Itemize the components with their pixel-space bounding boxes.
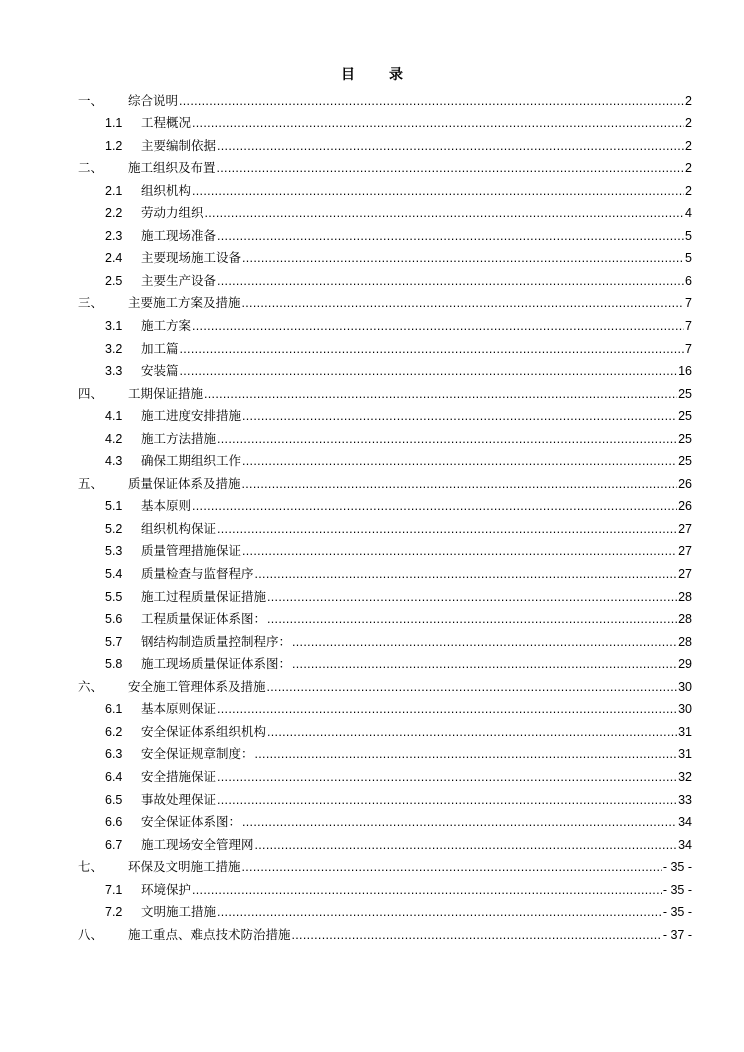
toc-section-entry[interactable] bbox=[78, 785, 692, 808]
toc-section-entry[interactable] bbox=[78, 131, 692, 154]
toc-entry-label: 施工现场安全管理网 bbox=[141, 836, 254, 852]
toc-entry-number: 6.1 bbox=[105, 702, 123, 717]
toc-section-entry[interactable] bbox=[78, 402, 692, 425]
dot-leader bbox=[242, 476, 678, 492]
toc-page-number: 7 bbox=[685, 341, 692, 356]
toc-section-entry[interactable] bbox=[78, 559, 692, 582]
dot-leader bbox=[179, 93, 684, 109]
dot-leader bbox=[217, 521, 677, 537]
toc-page-number: 26 bbox=[678, 499, 692, 514]
toc-entry-label: 组织机构保证 bbox=[141, 520, 217, 536]
toc-entry-number: 八、 bbox=[78, 926, 104, 942]
toc-entry-number: 2.5 bbox=[105, 273, 123, 288]
toc-entry-number: 2.4 bbox=[105, 251, 123, 266]
toc-entry-number: 7.1 bbox=[105, 882, 123, 897]
toc-entry-label: 施工组织及布置 bbox=[128, 160, 216, 176]
toc-chapter-entry[interactable] bbox=[78, 86, 692, 109]
toc-entry-number: 二、 bbox=[78, 160, 104, 176]
dot-leader bbox=[255, 566, 678, 582]
toc-section-entry[interactable] bbox=[78, 830, 692, 853]
toc-section-entry[interactable] bbox=[78, 605, 692, 628]
toc-entry-number: 7.2 bbox=[105, 905, 123, 920]
toc-page-number: 25 bbox=[678, 431, 692, 446]
toc-entry-number: 3.3 bbox=[105, 364, 123, 379]
toc-entry-number: 4.1 bbox=[105, 409, 123, 424]
toc-page-number: 29 bbox=[678, 657, 692, 672]
toc-entry-label: 安全施工管理体系及措施 bbox=[128, 678, 266, 694]
toc-entry-label: 确保工期组织工作 bbox=[141, 453, 242, 469]
toc-page-number: 5 bbox=[685, 228, 692, 243]
toc-entry-label: 工程质量保证体系图： bbox=[141, 611, 267, 627]
toc-page-number: 25 bbox=[678, 386, 692, 401]
toc-section-entry[interactable] bbox=[78, 424, 692, 447]
dot-leader bbox=[205, 205, 685, 221]
dot-leader bbox=[267, 589, 677, 605]
toc-entry-number: 4.2 bbox=[105, 431, 123, 446]
dot-leader bbox=[242, 295, 685, 311]
toc-page-number: 2 bbox=[685, 183, 692, 198]
toc-page-number: 28 bbox=[678, 634, 692, 649]
toc-chapter-entry[interactable] bbox=[78, 469, 692, 492]
dot-leader bbox=[217, 431, 677, 447]
dot-leader bbox=[217, 228, 684, 244]
toc-entry-label: 劳动力组织 bbox=[141, 205, 204, 221]
toc-entry-number: 5.3 bbox=[105, 544, 123, 559]
toc-entry-number: 5.7 bbox=[105, 634, 123, 649]
toc-page-number: - 37 - bbox=[662, 927, 692, 942]
toc-entry-number: 2.3 bbox=[105, 228, 123, 243]
toc-section-entry[interactable] bbox=[78, 537, 692, 560]
toc-page-number: 5 bbox=[685, 251, 692, 266]
toc-entry-label: 质量保证体系及措施 bbox=[128, 475, 241, 491]
toc-entry-number: 四、 bbox=[78, 385, 104, 401]
toc-entry-label: 环保及文明施工措施 bbox=[128, 859, 241, 875]
toc-page-number: 34 bbox=[678, 815, 692, 830]
toc-entry-number: 6.2 bbox=[105, 724, 123, 739]
toc-section-entry[interactable] bbox=[78, 334, 692, 357]
toc-page-number: 2 bbox=[685, 93, 692, 108]
toc-page-number: 31 bbox=[678, 724, 692, 739]
dot-leader bbox=[292, 927, 662, 943]
toc-section-entry[interactable] bbox=[78, 199, 692, 222]
toc-page-number: 31 bbox=[678, 747, 692, 762]
toc-page-number: 25 bbox=[678, 409, 692, 424]
toc-entry-label: 施工现场质量保证体系图： bbox=[141, 656, 292, 672]
toc-section-entry[interactable] bbox=[78, 582, 692, 605]
toc-entry-label: 主要编制依据 bbox=[141, 137, 217, 153]
toc-entry-label: 加工篇 bbox=[141, 340, 179, 356]
toc-section-entry[interactable] bbox=[78, 244, 692, 267]
dot-leader bbox=[267, 724, 677, 740]
toc-entry-number: 6.4 bbox=[105, 769, 123, 784]
dot-leader bbox=[217, 769, 677, 785]
dot-leader bbox=[192, 183, 684, 199]
toc-entry-label: 安装篇 bbox=[141, 363, 179, 379]
toc-chapter-entry[interactable] bbox=[78, 920, 692, 943]
dot-leader bbox=[255, 837, 678, 853]
toc-entry-number: 5.5 bbox=[105, 589, 123, 604]
dot-leader bbox=[267, 611, 677, 627]
toc-page-number: 7 bbox=[685, 319, 692, 334]
toc-section-entry[interactable] bbox=[78, 762, 692, 785]
toc-section-entry[interactable] bbox=[78, 650, 692, 673]
toc-entry-label: 施工方法措施 bbox=[141, 430, 217, 446]
dot-leader bbox=[217, 904, 662, 920]
toc-page-number: 16 bbox=[678, 364, 692, 379]
toc-page-number: 2 bbox=[685, 161, 692, 176]
dot-leader bbox=[192, 498, 677, 514]
toc-entry-label: 施工方案 bbox=[141, 318, 192, 334]
toc-entry-number: 1.2 bbox=[105, 138, 123, 153]
toc-entry-label: 主要生产设备 bbox=[141, 272, 217, 288]
dot-leader bbox=[217, 138, 684, 154]
toc-page-number: 28 bbox=[678, 612, 692, 627]
toc-entry-number: 三、 bbox=[78, 295, 104, 311]
toc-section-entry[interactable] bbox=[78, 717, 692, 740]
toc-section-entry[interactable] bbox=[78, 492, 692, 515]
toc-section-entry[interactable] bbox=[78, 898, 692, 921]
toc-entry-number: 5.1 bbox=[105, 499, 123, 514]
toc-page-number: 30 bbox=[678, 679, 692, 694]
dot-leader bbox=[267, 679, 678, 695]
toc-entry-number: 6.7 bbox=[105, 837, 123, 852]
toc-section-entry[interactable] bbox=[78, 221, 692, 244]
toc-entry-label: 工程概况 bbox=[141, 115, 192, 131]
toc-section-entry[interactable] bbox=[78, 875, 692, 898]
toc-page-number: 27 bbox=[678, 521, 692, 536]
toc-section-entry[interactable] bbox=[78, 695, 692, 718]
dot-leader bbox=[217, 792, 677, 808]
dot-leader bbox=[242, 408, 677, 424]
toc-entry-label: 主要现场施工设备 bbox=[141, 250, 242, 266]
toc-entry-label: 安全保证体系组织机构 bbox=[141, 723, 267, 739]
toc-section-entry[interactable] bbox=[78, 740, 692, 763]
toc-section-entry[interactable] bbox=[78, 109, 692, 132]
toc-entry-number: 5.4 bbox=[105, 567, 123, 582]
dot-leader bbox=[192, 115, 684, 131]
dot-leader bbox=[217, 701, 677, 717]
toc-page-number: 32 bbox=[678, 769, 692, 784]
toc-entry-label: 安全保证规章制度： bbox=[141, 746, 254, 762]
toc-entry-label: 安全保证体系图： bbox=[141, 814, 242, 830]
dot-leader bbox=[242, 543, 677, 559]
toc-chapter-entry[interactable] bbox=[78, 154, 692, 177]
toc-entry-label: 主要施工方案及措施 bbox=[128, 295, 241, 311]
toc-entry-label: 综合说明 bbox=[128, 92, 179, 108]
toc-section-entry[interactable] bbox=[78, 627, 692, 650]
toc-page-number: 34 bbox=[678, 837, 692, 852]
toc-entry-number: 2.2 bbox=[105, 206, 123, 221]
toc-section-entry[interactable] bbox=[78, 514, 692, 537]
toc-chapter-entry[interactable] bbox=[78, 289, 692, 312]
toc-entry-number: 5.6 bbox=[105, 612, 123, 627]
toc-entry-label: 施工过程质量保证措施 bbox=[141, 588, 267, 604]
dot-leader bbox=[292, 634, 677, 650]
dot-leader bbox=[180, 341, 685, 357]
toc-entry-number: 一、 bbox=[78, 92, 104, 108]
toc-entry-label: 质量管理措施保证 bbox=[141, 543, 242, 559]
toc-page-number: 7 bbox=[685, 296, 692, 311]
dot-leader bbox=[204, 386, 677, 402]
dot-leader bbox=[217, 160, 685, 176]
toc-entry-label: 安全措施保证 bbox=[141, 768, 217, 784]
table-of-contents bbox=[78, 86, 692, 943]
toc-page-number: - 35 - bbox=[662, 905, 692, 920]
toc-entry-number: 七、 bbox=[78, 859, 104, 875]
toc-entry-number: 5.8 bbox=[105, 657, 123, 672]
toc-entry-number: 3.2 bbox=[105, 341, 123, 356]
toc-chapter-entry[interactable] bbox=[78, 672, 692, 695]
dot-leader bbox=[242, 453, 677, 469]
toc-entry-label: 工期保证措施 bbox=[128, 385, 204, 401]
toc-entry-label: 施工现场准备 bbox=[141, 227, 217, 243]
page-title bbox=[0, 64, 744, 84]
toc-section-entry[interactable] bbox=[78, 808, 692, 831]
toc-entry-number: 3.1 bbox=[105, 319, 123, 334]
toc-entry-number: 6.5 bbox=[105, 792, 123, 807]
dot-leader bbox=[180, 363, 678, 379]
dot-leader bbox=[242, 859, 662, 875]
toc-page-number: 6 bbox=[685, 273, 692, 288]
toc-entry-label: 施工进度安排措施 bbox=[141, 408, 242, 424]
dot-leader bbox=[192, 882, 662, 898]
toc-page-number: 33 bbox=[678, 792, 692, 807]
toc-page-number: 4 bbox=[685, 206, 692, 221]
title-char-left: 目 bbox=[341, 67, 355, 83]
toc-entry-number: 6.6 bbox=[105, 815, 123, 830]
dot-leader bbox=[242, 250, 684, 266]
toc-entry-number: 五、 bbox=[78, 475, 104, 491]
toc-entry-label: 事故处理保证 bbox=[141, 791, 217, 807]
dot-leader bbox=[192, 318, 684, 334]
toc-entry-number: 1.1 bbox=[105, 116, 123, 131]
toc-section-entry[interactable] bbox=[78, 176, 692, 199]
toc-entry-number: 4.3 bbox=[105, 454, 123, 469]
toc-entry-number: 2.1 bbox=[105, 183, 123, 198]
toc-page-number: 26 bbox=[678, 476, 692, 491]
toc-page-number: - 35 - bbox=[662, 860, 692, 875]
toc-entry-number: 5.2 bbox=[105, 521, 123, 536]
toc-entry-number: 六、 bbox=[78, 678, 104, 694]
toc-entry-label: 环境保护 bbox=[141, 881, 192, 897]
toc-section-entry[interactable] bbox=[78, 357, 692, 380]
toc-entry-label: 施工重点、难点技术防治措施 bbox=[128, 926, 291, 942]
toc-entry-label: 钢结构制造质量控制程序： bbox=[141, 633, 292, 649]
toc-page-number: 25 bbox=[678, 454, 692, 469]
toc-entry-label: 质量检查与监督程序 bbox=[141, 566, 254, 582]
toc-section-entry[interactable] bbox=[78, 447, 692, 470]
toc-page-number: 2 bbox=[685, 138, 692, 153]
toc-page-number: 30 bbox=[678, 702, 692, 717]
toc-page-number: 28 bbox=[678, 589, 692, 604]
toc-section-entry[interactable] bbox=[78, 311, 692, 334]
dot-leader bbox=[217, 273, 684, 289]
toc-section-entry[interactable] bbox=[78, 266, 692, 289]
toc-entry-label: 基本原则 bbox=[141, 498, 192, 514]
toc-page-number: 27 bbox=[678, 567, 692, 582]
toc-page-number: 2 bbox=[685, 116, 692, 131]
toc-entry-label: 组织机构 bbox=[141, 182, 192, 198]
toc-page-number: 27 bbox=[678, 544, 692, 559]
toc-chapter-entry[interactable] bbox=[78, 853, 692, 876]
dot-leader bbox=[255, 746, 678, 762]
toc-page-number: - 35 - bbox=[662, 882, 692, 897]
toc-entry-number: 6.3 bbox=[105, 747, 123, 762]
dot-leader bbox=[242, 814, 677, 830]
toc-chapter-entry[interactable] bbox=[78, 379, 692, 402]
toc-entry-label: 基本原则保证 bbox=[141, 701, 217, 717]
toc-entry-label: 文明施工措施 bbox=[141, 904, 217, 920]
title-char-right: 录 bbox=[389, 67, 403, 83]
dot-leader bbox=[292, 656, 677, 672]
